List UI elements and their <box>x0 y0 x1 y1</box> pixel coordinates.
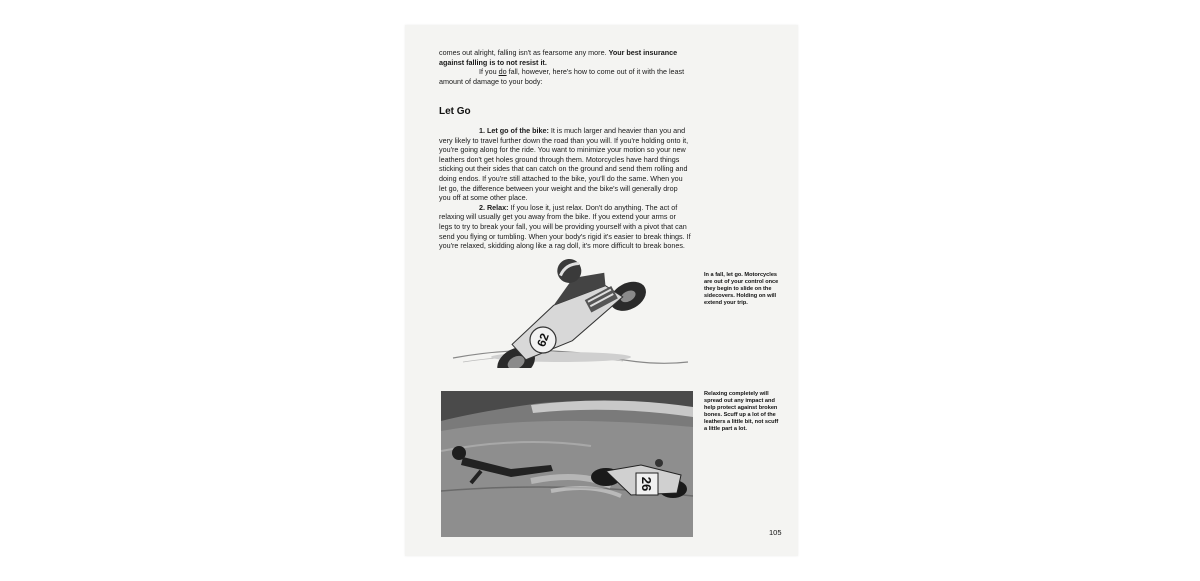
intro-text-underlined: do <box>498 67 507 77</box>
intro-paragraph-2 <box>439 67 691 86</box>
section-body <box>439 126 691 251</box>
bike-1-number: 62 <box>534 331 552 349</box>
caption-2: Relaxing completely will spread out any impact and help protect against broken bones. Scuff up a lot of the leathers a little bit, not scuff a little part a lot. <box>704 391 779 432</box>
intro-text <box>439 48 691 86</box>
item-2-paragraph <box>439 203 691 251</box>
book-page <box>405 25 798 556</box>
section-heading: Let Go <box>439 106 471 117</box>
intro-text-plain: comes out alright, falling isn't as fearsome any more. <box>439 48 609 57</box>
intro-text-2b: fall, however, here's how to come out of it with the least amount of damage to your body: <box>439 67 685 86</box>
item-2-text: If you lose it, just relax. Don't do anything. The act of relaxing will usually get you away from the bike. If you extend your arms or legs to try to break your fall, you will be providing yourself with a pivot that can send you flying or tumbling. When your body's rigid it's easier to break things. If you're relaxed, skidding along like a rag doll, it's more difficult to break bones. <box>439 202 691 251</box>
item-2-label: 2. Relax: <box>479 202 509 212</box>
bike-2-number: 26 <box>639 476 654 492</box>
sliding-rider-illustration <box>441 391 693 537</box>
intro-text-2a: If you <box>479 67 499 77</box>
item-1-text: It is much larger and heavier than you and very likely to travel further down the road than you will. If you're holding onto it, you're going along for the ride. You want to minimize your motion so your new leathers don't get holes ground through them. Motorcycles have hard things sticking out their sides that can catch on the ground and send them rolling and doing endos. If you're still attached to the bike, you'll do the same. When you let go, the difference between your weight and the bike's will generally drop you off at some other place. <box>439 126 689 203</box>
intro-text-bold: Your best insurance against falling is to not resist it. <box>439 48 678 67</box>
leaning-motorcycle-illustration <box>443 258 693 368</box>
item-1-paragraph <box>439 126 691 203</box>
item-1-label: 1. Let go of the bike: <box>479 126 549 135</box>
page-number: 105 <box>769 528 782 537</box>
caption-1: In a fall, let go. Motorcycles are out of your control once they begin to slide on the sidecovers. Holding on will extend your trip. <box>704 272 779 306</box>
intro-paragraph-1 <box>439 48 691 67</box>
